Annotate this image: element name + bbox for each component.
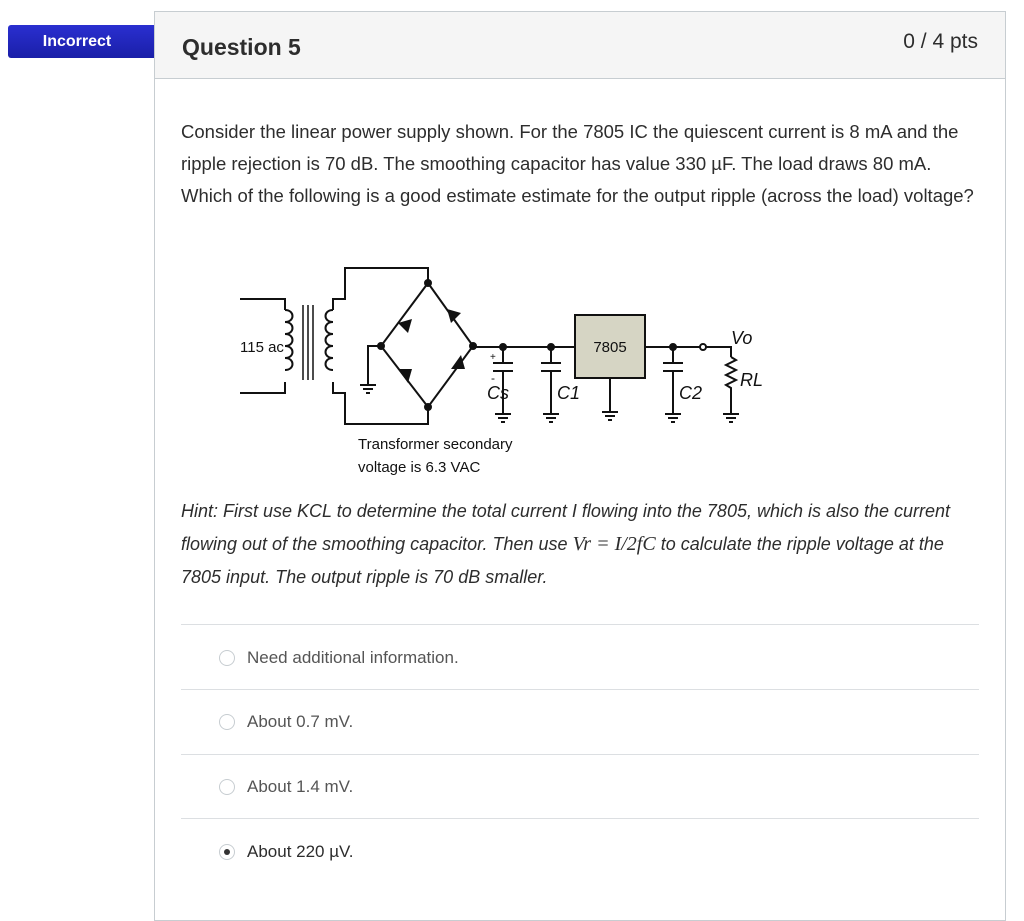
answer-option[interactable] (219, 648, 459, 668)
transformer-caption-line1: Transformer secondary (358, 436, 513, 453)
hint-part2: to calculate the ripple voltage at the 7805 input. The output ripple is 70 dB smaller. (181, 534, 944, 587)
c1-label: C1 (557, 383, 581, 403)
plus-label: + (490, 352, 496, 363)
answer-option-selected[interactable] (219, 842, 354, 862)
c2-label: C2 (679, 383, 703, 403)
question-text: Consider the linear power supply shown. For the 7805 IC the quiescent current is 8 mA and the ripple rejection is 70 dB. The smoothing capacitor has value 330 µF. The load draws 80 mA. Which of the following is a good estimate estimate for the output ripple (across the load) voltage? (181, 121, 974, 206)
input-voltage-label: 115 ac (240, 339, 284, 356)
vo-label: Vo (731, 328, 753, 348)
divider (181, 754, 979, 755)
minus-label: - (491, 371, 495, 385)
incorrect-badge: Incorrect (8, 25, 158, 58)
option-label: About 220 µV. (247, 842, 354, 861)
divider (181, 818, 979, 819)
load-resistor (723, 357, 739, 422)
option-label: About 0.7 mV. (247, 712, 354, 731)
hint-text (181, 495, 981, 594)
radio-button[interactable] (219, 650, 235, 666)
divider (181, 624, 979, 625)
option-label: Need additional information. (247, 648, 459, 667)
radio-button[interactable] (219, 714, 235, 730)
transformer-caption-line2: voltage is 6.3 VAC (358, 459, 481, 476)
hint-formula: Vr = I/2fC (572, 533, 656, 555)
regulator-label: 7805 (593, 339, 627, 356)
answer-option[interactable] (219, 712, 353, 732)
option-label: About 1.4 mV. (247, 777, 354, 796)
answer-option[interactable] (219, 777, 353, 797)
radio-button[interactable] (219, 779, 235, 795)
transformer-primary-coil (285, 310, 293, 370)
output-terminal (700, 344, 706, 350)
bridge-rectifier (378, 280, 476, 410)
cs-label: Cs (487, 383, 509, 403)
question-points: 0 / 4 pts (903, 30, 978, 53)
divider (181, 689, 979, 690)
radio-button-selected[interactable] (219, 844, 235, 860)
hint-part1: Hint: First use KCL to determine the total current I flowing into the 7805, which is also the current flowing out of the smoothing capacitor. Then use (181, 501, 951, 554)
question-title: Question 5 (182, 34, 301, 60)
rl-label: RL (740, 370, 764, 390)
transformer-secondary-coil (326, 310, 334, 370)
